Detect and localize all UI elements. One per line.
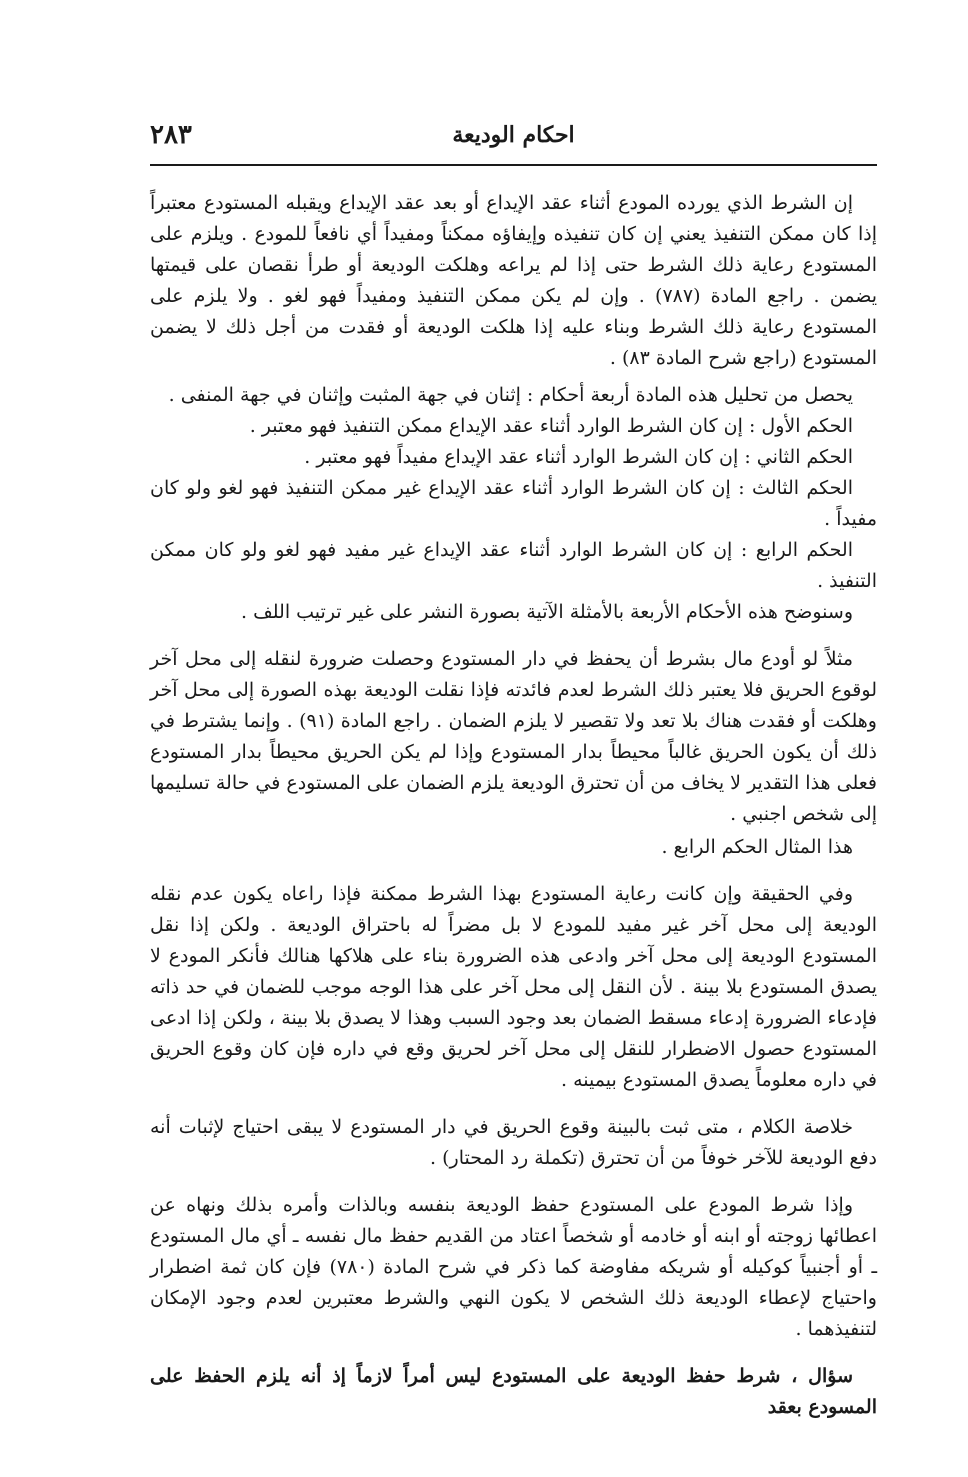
paragraph-4: خلاصة الكلام ، متى ثبت بالبينة وقوع الحريق في دار المستودع لا يبقى احتياج لإثبات أنه دفع الوديعة للآخر خوفاً من أن تحترق (تكملة رد المحتار) . bbox=[150, 1116, 877, 1169]
paragraph-3: وفي الحقيقة وإن كانت رعاية المستودع بهذا الشرط ممكنة فإذا راعاه يكون عدم نقله الوديعة إلى محل آخر غير مفيد للمودع لا بل مضراً له باحتراق الوديعة . ولكن إذا نقل المستودع الوديعة إلى محل آخر وادعى هذه الضرورة بناء على هلاكها هنالك فأنكر المودع لا يصدق المستودع بلا بينة . لأن النقل إلى محل آخر على هذا الوجه موجب للضمان في حد ذاته فإدعاء الضرورة إدعاء مسقط الضمان بعد وجود السبب وهذا لا يصدق بلا بينة ، ولكن إذا ادعى المستودع حصول الاضطرار للنقل إلى محل آخر لحريق وقع في داره فإن كان وقوع الحريق في داره معلوماً يصدق المستودع بيمينه . bbox=[150, 883, 877, 1091]
list-item: الحكم الثالث : إن كان الشرط الوارد أثناء عقد الإيداع غير ممكن التنفيذ فهو لغو ولو كان مفيداً . bbox=[150, 477, 877, 530]
page-header bbox=[150, 118, 877, 162]
list-item: يحصل من تحليل هذه المادة أربعة أحكام : إثنان في جهة المثبت وإثنان في جهة المنفى . bbox=[168, 384, 853, 406]
list-item: الحكم الثاني : إن كان الشرط الوارد أثناء عقد الإيداع مفيداً فهو معتبر . bbox=[304, 446, 853, 468]
paragraph-6: سؤال ، شرط حفظ الوديعة على المستودع ليس أمراً لازماً إذ أنه يلزم الحفظ على المسودع بعقد bbox=[150, 1365, 877, 1418]
list-item: الحكم الرابع : إن كان الشرط الوارد أثناء عقد الإيداع غير مفيد فهو لغو ولو كان ممكن التنفيذ . bbox=[150, 539, 877, 592]
document-page bbox=[150, 118, 877, 1439]
paragraph-1: إن الشرط الذي يورده المودع أثناء عقد الإيداع أو بعد عقد الإيداع ويقبله المستودع معتبراً إذا كان ممكن التنفيذ يعني إن كان تنفيذه وإيفاؤه ممكناً ومفيداً أي نافعاً للمودع . ويلزم على المستودع رعاية ذلك الشرط حتى إذا لم يراعه وهلكت الوديعة أو طرأ نقصان على قيمتها يضمن . راجع المادة (٧٨٧) . وإن لم يكن ممكن التنفيذ ومفيداً فهو لغو . ولا يلزم على المستودع رعاية ذلك الشرط وبناء عليه إذا هلكت الوديعة أو فقدت من أجل ذلك لا يضمن المستودع (راجع شرح المادة ٨٣) . bbox=[150, 192, 877, 369]
list-item: الحكم الأول : إن كان الشرط الوارد أثناء عقد الإيداع ممكن التنفيذ فهو معتبر . bbox=[249, 415, 853, 437]
paragraph-2 bbox=[150, 644, 877, 863]
list-item: وسنوضح هذه الأحكام الأربعة بالأمثلة الآتية بصورة النشر على غير ترتيب اللف . bbox=[241, 601, 853, 623]
page-number: ٢٨٣ bbox=[150, 120, 192, 150]
running-title: احكام الوديعة bbox=[452, 122, 575, 148]
paragraph-5: وإذا شرط المودع على المستودع حفظ الوديعة بنفسه وبالذات وأمره بذلك ونهاه عن اعطائها زوجته أو ابنه أو خادمه أو شخصاً اعتاد من القديم حفظ مال نفسه ـ أي مال المستودع ـ أو أجنبياً كوكيله أو شريكه مفاوضة كما ذكر في شرح المادة (٧٨٠) فإن كان ثمة اضطرار واحتياج لإعطاء الوديعة ذلك الشخص لا يكون النهي والشرط معتبرين لعدم وجود الإمكان لتنفيذهما . bbox=[150, 1194, 878, 1340]
header-rule bbox=[150, 164, 877, 166]
paragraph-2-text: مثلاً لو أودع مال بشرط أن يحفظ في دار المستودع وحصلت ضرورة لنقله إلى محل آخر لوقوع الحريق فلا يعتبر ذلك الشرط لعدم فائدته فإذا نقلت الوديعة بهذه الصورة إلى محل آخر وهلكت أو فقدت هناك بلا تعد ولا تقصير لا يلزم الضمان . راجع المادة (٩١) . وإنما يشترط في ذلك أن يكون الحريق غالباً محيطاً بدار المستودع وإذا لم يكن الحريق محيطاً بدار المستودع فعلى هذا التقدير لا يخاف من أن تحترق الوديعة يلزم الضمان على المستودع في حالة تسليمها إلى شخص اجنبي . bbox=[150, 648, 877, 825]
document-body bbox=[150, 188, 877, 1423]
rulings-list bbox=[150, 380, 877, 628]
paragraph-2-closing: هذا المثال الحكم الرابع . bbox=[661, 836, 853, 858]
